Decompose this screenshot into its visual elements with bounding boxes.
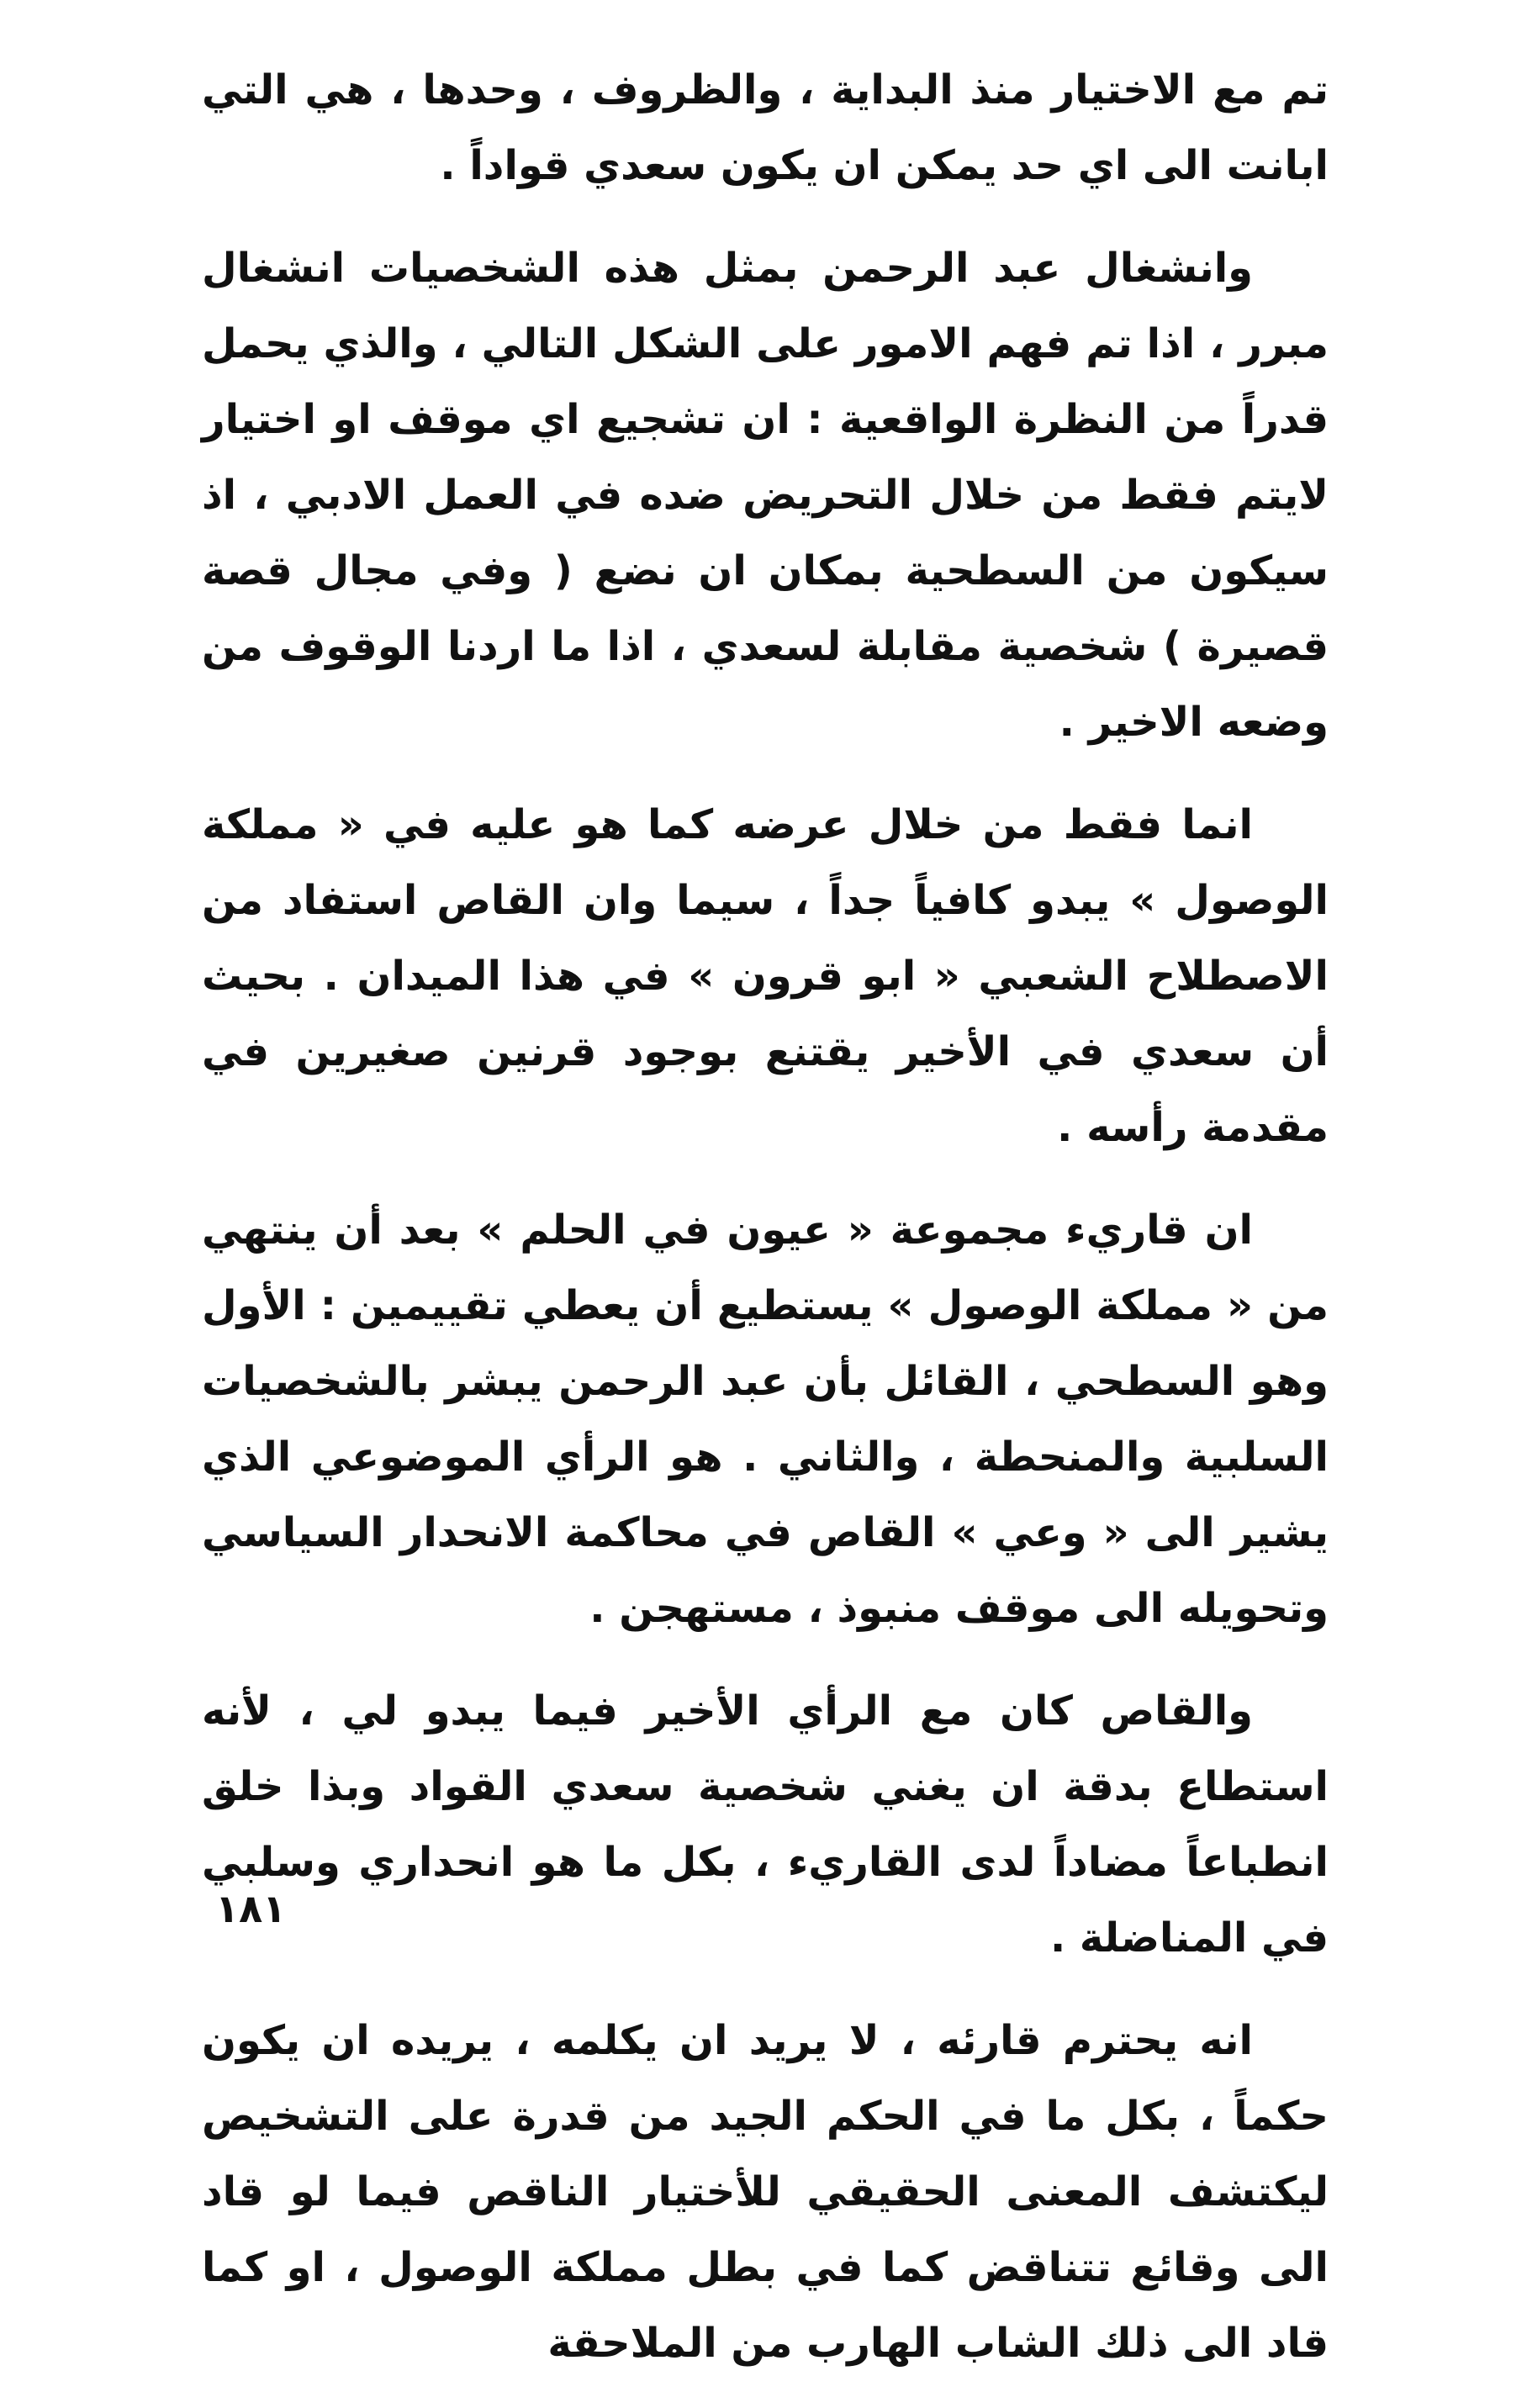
paragraph-3: انما فقط من خلال عرضه كما هو عليه في « مملكة الوصول » يبدو كافياً جداً ، سيما وان القاص استفاد من الاصطلاح الشعبي « ابو قرون » في هذا الميدان . بحيث أن سعدي في الأخير يقتنع بوجود قرنين صغيرين في مقدمة رأسه .: [202, 801, 1329, 1151]
body-text: [202, 52, 1329, 2408]
page-number: ١٨١: [215, 1886, 287, 1931]
paragraph-4: ان قاريء مجموعة « عيون في الحلم » بعد أن ينتهي من « مملكة الوصول » يستطيع أن يعطي تقييمين : الأول وهو السطحي ، القائل بأن عبد الرحمن يبشر بالشخصيات السلبية والمنحطة ، والثاني . هو الرأي الموضوعي الذي يشير الى « وعي » القاص في محاكمة الانحدار السياسي وتحويله الى موقف منبوذ ، مستهجن .: [202, 1207, 1329, 1632]
paragraph-2: وانشغال عبد الرحمن بمثل هذه الشخصيات انشغال مبرر ، اذا تم فهم الامور على الشكل التالي ، والذي يحمل قدراً من النظرة الواقعية : ان تشجيع اي موقف او اختيار لايتم فقط من خلال التحريض ضده في العمل الادبي ، اذ سيكون من السطحية بمكان ان نضع ( وفي مجال قصة قصيرة ) شخصية مقابلة لسعدي ، اذا ما اردنا الوقوف من وضعه الاخير .: [202, 245, 1329, 746]
paragraph-6: انه يحترم قارئه ، لا يريد ان يكلمه ، يريده ان يكون حكماً ، بكل ما في الحكم الجيد من قدرة على التشخيص ليكتشف المعنى الحقيقي للأختيار الناقص فيما لو قاد الى وقائع تتناقض كما في بطل مملكة الوصول ، او كما قاد الى ذلك الشاب الهارب من الملاحقة: [202, 2017, 1329, 2367]
paragraph-1: تم مع الاختيار منذ البداية ، والظروف ، وحدها ، هي التي ابانت الى اي حد يمكن ان يكون سعدي قواداً .: [202, 66, 1329, 189]
paragraph-5: والقاص كان مع الرأي الأخير فيما يبدو لي ، لأنه استطاع بدقة ان يغني شخصية سعدي القواد وبذا خلق انطباعاً مضاداً لدى القاريء ، بكل ما هو انحداري وسلبي في المناضلة .: [202, 1687, 1329, 1962]
